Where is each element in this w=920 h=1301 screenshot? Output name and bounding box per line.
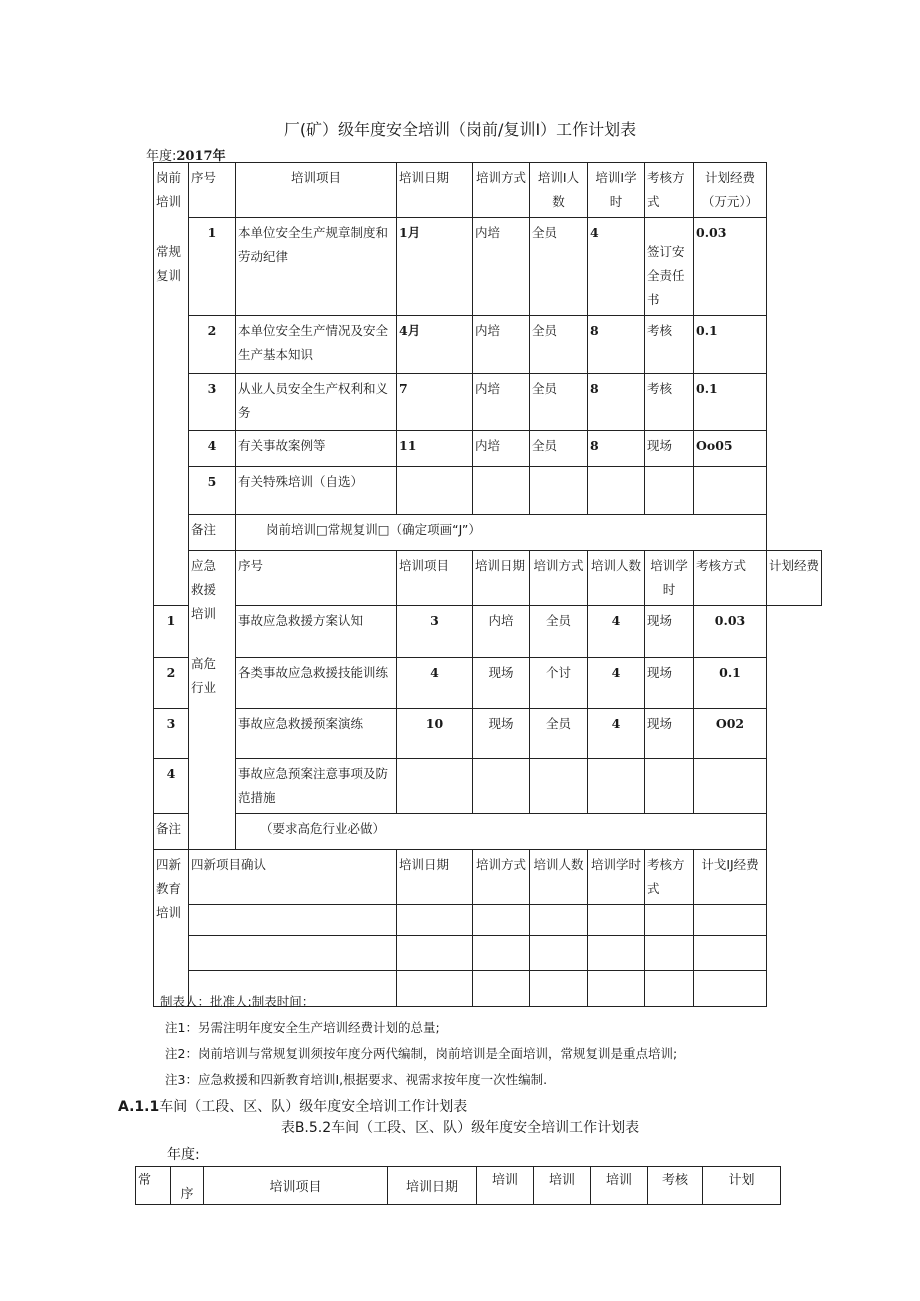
note-2: 注2：岗前培训与常规复训须按年度分两代编制，岗前培训是全面培训，常规复训是重点培训;: [165, 1046, 678, 1061]
plan-table: [153, 162, 822, 1007]
note-3: 注3：应急救援和四新教育培训I,根据要求、视需求按年度一次性编制.: [165, 1072, 548, 1087]
s3-header-assess: 考核方式: [645, 850, 694, 905]
table-row: [154, 905, 822, 936]
section-heading-number: A.1.1: [118, 1099, 160, 1115]
table-row: 3 事故应急救援预案演练 10 现场 全员 4 现场 O02: [154, 709, 822, 759]
s2-header-people: 培训人数: [588, 551, 645, 606]
table-row: 5 有关特殊培训（自选）: [154, 467, 822, 515]
plan-table-2: [135, 1166, 781, 1205]
s1-header-hours: 培训I学时: [588, 163, 645, 218]
t2-header-assess: 考核: [648, 1167, 703, 1205]
table2-title: 表B.5.2车间（工段、区、队）级年度安全培训工作计划表: [280, 1120, 640, 1136]
t2-header-hours: 培训: [591, 1167, 648, 1205]
sign-line: 制表人：批准人:制表时间：: [160, 994, 315, 1009]
s3-header-cost: 计戈IJ经费: [694, 850, 767, 905]
s1-header-cost: 计划经费（万元））: [694, 163, 767, 218]
s2-header-method: 培训方式: [530, 551, 588, 606]
table-row: 2 各类事故应急救援技能训练 4 现场 个讨 4 现场 0.1: [154, 658, 822, 709]
s2-header-date: 培训日期: [473, 551, 530, 606]
s2-header-cost: 计划经费: [767, 551, 822, 606]
section2-category: 应急 救援 培训 高危 行业: [189, 551, 236, 850]
t2-header-cat: 常: [136, 1167, 171, 1205]
s2-header-assess: 考核方式: [694, 551, 767, 606]
t2-header-date: 培训日期: [388, 1167, 477, 1205]
section1-category: 岗前 培训 常规 复训: [154, 163, 189, 606]
s2-remark-label: 备注: [154, 814, 189, 850]
t2-header-method: 培训: [477, 1167, 534, 1205]
section-heading-text: 车间（工段、区、队）级年度安全培训工作计划表: [159, 1099, 468, 1115]
note-1: 注1：另需注明年度安全生产培训经费计划的总量;: [165, 1020, 440, 1035]
s1-header-assess: 考核方式: [645, 163, 694, 218]
year-value: 2017年: [176, 149, 226, 164]
s3-header-method: 培训方式: [473, 850, 530, 905]
s1-header-no: 序号: [189, 163, 236, 218]
s1-header-date: 培训日期: [397, 163, 473, 218]
year-label: 年度:: [146, 149, 177, 164]
table-row: 1 本单位安全生产规章制度和劳动纪律 1月 内培 全员 4 签订安全责任书 0.03: [154, 218, 822, 316]
t2-header-item: 培训项目: [204, 1167, 388, 1205]
s3-header-item: 四新项目确认: [189, 850, 397, 905]
s3-header-people: 培训人数: [530, 850, 588, 905]
t2-header-no: 序: [171, 1167, 204, 1205]
s2-header-no: 序号: [236, 551, 397, 606]
table-row: 4 事故应急预案注意事项及防范措施: [154, 759, 822, 814]
section-heading: [118, 1096, 467, 1116]
table-row: 4 有关事故案例等 11 内培 全员 8 现场 Oo05: [154, 431, 822, 467]
s3-header-hours: 培训学时: [588, 850, 645, 905]
t2-header-people: 培训: [534, 1167, 591, 1205]
s1-header-item: 培训项目: [236, 163, 397, 218]
table-row: 3 从业人员安全生产权利和义务 7 内培 全员 8 考核 0.1: [154, 374, 822, 431]
s2-header-hours: 培训学时: [645, 551, 694, 606]
table-row: 1 事故应急救援方案认知 3 内培 全员 4 现场 0.03: [154, 606, 822, 658]
table2-header-row: [136, 1167, 781, 1205]
s1-remark-label: 备注: [189, 515, 236, 551]
section3-category: 四新 教育 培训: [154, 850, 189, 1007]
s2-header-item: 培训项目: [397, 551, 473, 606]
t2-header-cost: 计划: [703, 1167, 781, 1205]
table-row: [154, 936, 822, 971]
s1-header-people: 培训I人数: [530, 163, 588, 218]
s1-remark-text: 岗前培训□常规复训□（确定项画“J”）: [236, 515, 767, 551]
table-row: 2 本单位安全生产情况及安全生产基本知识 4月 内培 全员 8 考核 0.1: [154, 316, 822, 374]
s1-header-method: 培训方式: [473, 163, 530, 218]
s2-remark-text: （要求高危行业必做）: [236, 814, 767, 850]
s3-header-date: 培训日期: [397, 850, 473, 905]
table2-year-label: 年度:: [167, 1147, 200, 1163]
page-title: 厂(矿）级年度安全培训（岗前/复训I）工作计划表: [283, 120, 637, 139]
